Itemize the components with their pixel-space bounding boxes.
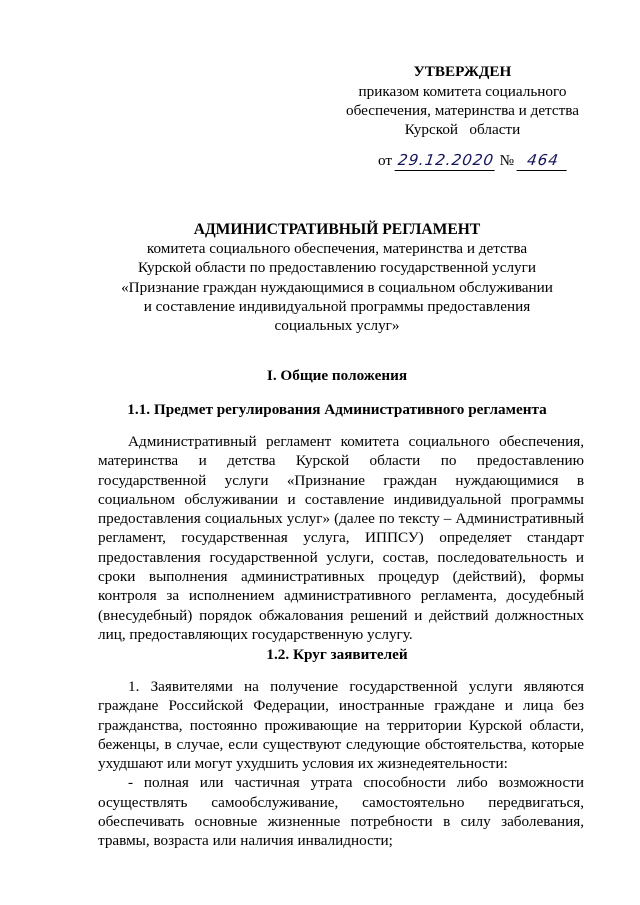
paragraph-line: гражданства, постоянно проживающие на территории Курской области, [98, 716, 584, 734]
paragraph-line: осуществлять самообслуживание, самостоятельно передвигаться, [98, 793, 584, 811]
approval-line-1: приказом комитета социального [358, 83, 567, 100]
title-line: социальных услуг» [274, 317, 400, 335]
paragraph-applicants [98, 677, 584, 851]
paragraph-line: контроля за исполнением административного регламента, досудебный [98, 587, 584, 605]
regulation-title [96, 220, 578, 335]
handwritten-number: 464 [516, 150, 569, 171]
paragraph-line: сроки выполнения административных процедур (действий), формы [98, 568, 584, 586]
title-line: «Признание граждан нуждающимися в социальном обслуживании [121, 278, 553, 296]
approval-line-2: обеспечения, материнства и детства [346, 102, 579, 119]
paragraph-line: социальном обслуживании и составление индивидуальной программы [98, 490, 584, 508]
paragraph-line: материнства и детства Курской области по предоставлению [98, 452, 584, 470]
paragraph-line: беженцы, в случае, если существуют следующие обстоятельства, которые [98, 735, 584, 753]
title-line: комитета социального обеспечения, материнства и детства [146, 240, 528, 258]
paragraph-line: Административный регламент комитета социального обеспечения, [128, 433, 584, 450]
paragraph-line: (внесудебный) порядок обжалования решений и действий должностных [98, 606, 584, 624]
paragraph-line: - полная или частичная утрата способности либо возможности [128, 774, 584, 792]
title-line: и составление индивидуальной программы предоставления [143, 297, 531, 315]
approval-date-line [378, 150, 568, 171]
paragraph-line: 1. Заявителями на получение государственной услуги являются [128, 678, 584, 695]
paragraph-subject [98, 432, 584, 644]
paragraph-line: травмы, возраста или наличия инвалидности; [98, 832, 393, 850]
paragraph-line: обеспечивать основные жизненные потребности в силу заболевания, [98, 813, 584, 831]
paragraph-line: лиц, предоставляющих государственную услугу. [98, 625, 413, 643]
approval-line-3: Курской области [404, 121, 521, 138]
section-heading: I. Общие положения [266, 367, 408, 384]
approval-block [300, 62, 625, 139]
paragraph-line: предоставления социальных услуг» (далее по тексту – Административный [98, 510, 584, 528]
paragraph-line: ухудшают или могут ухудшить условия их жизнедеятельности: [98, 755, 508, 773]
approval-heading: УТВЕРЖДЕН [413, 63, 512, 80]
paragraph-line: граждане Российской Федерации, иностранные граждане и лица без [98, 697, 584, 715]
subsection-heading-1-1: 1.1. Предмет регулирования Административного регламента [127, 401, 547, 418]
paragraph-line: регламент, государственная услуга, ИППСУ) определяет стандарт [98, 529, 584, 547]
date-prefix: от [378, 152, 393, 169]
paragraph-line: государственной услуги «Признание граждан нуждающимися в [98, 471, 584, 489]
handwritten-date: 29.12.2020 [394, 150, 497, 171]
number-sign: № [499, 152, 515, 169]
title-main: АДМИНИСТРАТИВНЫЙ РЕГЛАМЕНТ [193, 221, 481, 238]
subsection-heading-1-2: 1.2. Круг заявителей [266, 646, 408, 663]
paragraph-line: предоставления государственной услуги, состав, последовательность и [98, 548, 584, 566]
title-line: Курской области по предоставлению государственной услуги [138, 259, 536, 277]
